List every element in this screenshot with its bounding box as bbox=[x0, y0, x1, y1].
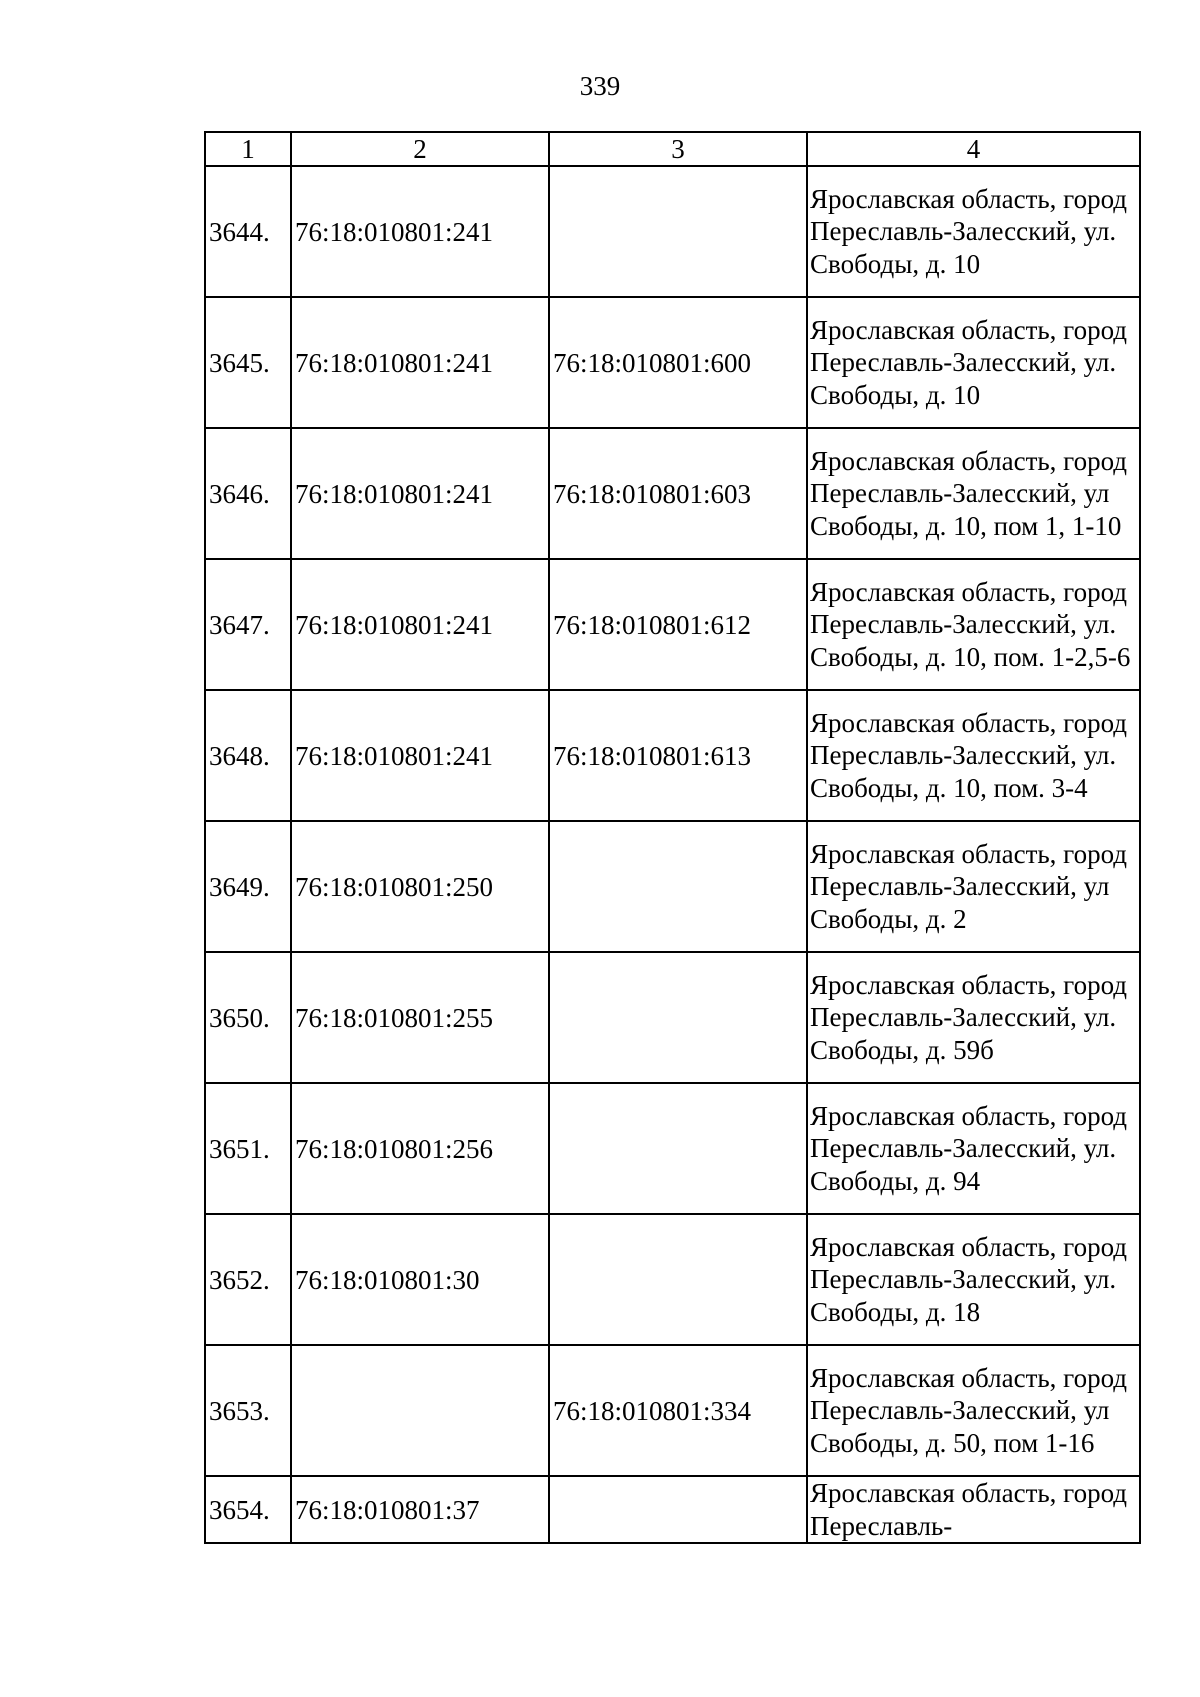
row-number: 3644. bbox=[205, 166, 291, 297]
object-cadastral-number bbox=[549, 166, 807, 297]
address: Ярославская область, город Переславль-Залесский, ул Свободы, д. 2 bbox=[807, 821, 1140, 952]
parcel-cadastral-number: 76:18:010801:30 bbox=[291, 1214, 549, 1345]
row-number: 3653. bbox=[205, 1345, 291, 1476]
header-row bbox=[205, 132, 1140, 166]
object-cadastral-number: 76:18:010801:603 bbox=[549, 428, 807, 559]
address: Ярославская область, город Переславль-Залесский, ул. Свободы, д. 10, пом. 3-4 bbox=[807, 690, 1140, 821]
parcel-cadastral-number: 76:18:010801:256 bbox=[291, 1083, 549, 1214]
object-cadastral-number bbox=[549, 952, 807, 1083]
address: Ярославская область, город Переславль-Залесский, ул. Свободы, д. 18 bbox=[807, 1214, 1140, 1345]
object-cadastral-number: 76:18:010801:613 bbox=[549, 690, 807, 821]
object-cadastral-number: 76:18:010801:334 bbox=[549, 1345, 807, 1476]
parcel-cadastral-number: 76:18:010801:250 bbox=[291, 821, 549, 952]
column-header-2: 2 bbox=[291, 132, 549, 166]
row-number: 3645. bbox=[205, 297, 291, 428]
parcel-cadastral-number: 76:18:010801:37 bbox=[291, 1476, 549, 1543]
parcel-cadastral-number: 76:18:010801:255 bbox=[291, 952, 549, 1083]
table-row bbox=[205, 428, 1140, 559]
address: Ярославская область, город Переславль-Залесский, ул. Свободы, д. 94 bbox=[807, 1083, 1140, 1214]
table-row bbox=[205, 1476, 1140, 1543]
row-number: 3646. bbox=[205, 428, 291, 559]
object-cadastral-number bbox=[549, 1476, 807, 1543]
parcel-cadastral-number: 76:18:010801:241 bbox=[291, 166, 549, 297]
address: Ярославская область, город Переславль-Залесский, ул. Свободы, д. 10, пом. 1-2,5-6 bbox=[807, 559, 1140, 690]
object-cadastral-number: 76:18:010801:600 bbox=[549, 297, 807, 428]
address: Ярославская область, город Переславль-Залесский, ул Свободы, д. 10, пом 1, 1-10 bbox=[807, 428, 1140, 559]
parcel-cadastral-number: 76:18:010801:241 bbox=[291, 428, 549, 559]
object-cadastral-number: 76:18:010801:612 bbox=[549, 559, 807, 690]
row-number: 3648. bbox=[205, 690, 291, 821]
object-cadastral-number bbox=[549, 1083, 807, 1214]
table-row bbox=[205, 166, 1140, 297]
parcel-cadastral-number: 76:18:010801:241 bbox=[291, 559, 549, 690]
address: Ярославская область, город Переславль-Залесский, ул. Свободы, д. 10 bbox=[807, 166, 1140, 297]
address: Ярославская область, город Переславль-Залесский, ул Свободы, д. 50, пом 1-16 bbox=[807, 1345, 1140, 1476]
address: Ярославская область, город Переславль- bbox=[807, 1476, 1140, 1543]
table-row bbox=[205, 1345, 1140, 1476]
registry-table bbox=[204, 131, 1141, 1544]
column-header-4: 4 bbox=[807, 132, 1140, 166]
page-number: 339 bbox=[579, 71, 621, 101]
table-row bbox=[205, 821, 1140, 952]
address: Ярославская область, город Переславль-Залесский, ул. Свободы, д. 10 bbox=[807, 297, 1140, 428]
column-header-3: 3 bbox=[549, 132, 807, 166]
parcel-cadastral-number: 76:18:010801:241 bbox=[291, 297, 549, 428]
column-header-1: 1 bbox=[205, 132, 291, 166]
address: Ярославская область, город Переславль-Залесский, ул. Свободы, д. 59б bbox=[807, 952, 1140, 1083]
object-cadastral-number bbox=[549, 821, 807, 952]
table-row bbox=[205, 952, 1140, 1083]
row-number: 3650. bbox=[205, 952, 291, 1083]
object-cadastral-number bbox=[549, 1214, 807, 1345]
table-row bbox=[205, 1214, 1140, 1345]
row-number: 3654. bbox=[205, 1476, 291, 1543]
table-row bbox=[205, 1083, 1140, 1214]
row-number: 3652. bbox=[205, 1214, 291, 1345]
row-number: 3651. bbox=[205, 1083, 291, 1214]
table-row bbox=[205, 690, 1140, 821]
table-row bbox=[205, 559, 1140, 690]
parcel-cadastral-number: 76:18:010801:241 bbox=[291, 690, 549, 821]
parcel-cadastral-number bbox=[291, 1345, 549, 1476]
row-number: 3649. bbox=[205, 821, 291, 952]
row-number: 3647. bbox=[205, 559, 291, 690]
table-row bbox=[205, 297, 1140, 428]
